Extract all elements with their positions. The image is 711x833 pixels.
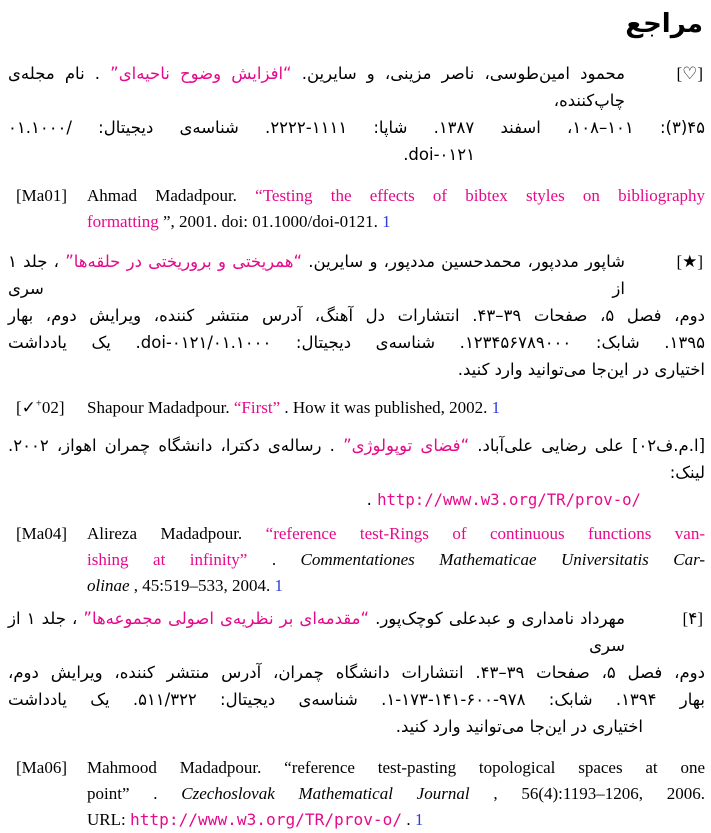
bib-line bbox=[8, 486, 705, 513]
bib-entry bbox=[8, 183, 705, 235]
text-segment: اختیاری در این‌جا می‌توانید وارد کنید. bbox=[395, 717, 643, 736]
bib-entry bbox=[8, 605, 705, 740]
text-segment: محمود امین‌طوسی، ناصر مزینی، و سایرین. bbox=[301, 64, 626, 83]
text-segment: ، جلد ۱ از سری bbox=[8, 252, 625, 298]
reference-title: “First” bbox=[233, 398, 281, 417]
bib-line bbox=[87, 209, 705, 235]
journal-name: olinae bbox=[87, 576, 130, 595]
page-title: مراجع bbox=[625, 9, 703, 39]
text-segment: اختیاری در این‌جا می‌توانید وارد کنید. bbox=[457, 360, 705, 379]
citation-label: [Ma06] bbox=[16, 758, 67, 777]
text-segment: . How it was published, 2002. bbox=[284, 398, 492, 417]
reference-title: “مقدمه‌ای بر نظریه‌ی اصولی مجموعه‌ها” bbox=[83, 609, 369, 628]
text-segment: Mahmood Madadpour. “reference test-pasting topological spaces at one bbox=[87, 758, 705, 777]
reference-title: “همریختی و بروریختی در حلقه‌ها” bbox=[65, 252, 303, 271]
bib-entry bbox=[8, 755, 705, 833]
citation-label: [۴] bbox=[682, 609, 703, 628]
journal-name: Commentationes Mathematicae Universitatis Car- bbox=[300, 550, 706, 569]
page-ref-link[interactable]: 1 bbox=[414, 810, 424, 829]
text-segment: Shapour Madadpour. bbox=[87, 398, 234, 417]
bib-entry-text bbox=[87, 183, 705, 235]
bib-line bbox=[8, 60, 705, 114]
text-segment: . رساله‌ی دکترا، دانشگاه چمران اهواز، ۲۰۰۲. لینک: bbox=[8, 436, 705, 482]
page-ref-link[interactable]: 1 bbox=[382, 212, 391, 231]
bib-line bbox=[87, 521, 705, 547]
bib-entry-text bbox=[8, 432, 705, 513]
text-segment: ۱۳۹۵. شابک: ۱۲۳۴۵۶۷۸۹۰۰۰. شناسه‌ی دیجیتال: ۰۱.۱۰۰۰/doi-۰۱۲۱. یک یادداشت bbox=[8, 333, 705, 352]
text-segment: ۴۵(۳): ۱۰۱–۱۰۸، اسفند ۱۳۸۷. شاپا: ۱۱۱۱-۲۲۲۲. شناسه‌ی دیجیتال: bbox=[98, 118, 705, 137]
url-link[interactable]: http://www.w3.org/TR/prov-o/ bbox=[129, 810, 403, 829]
text-segment: .doi-۰۱۲۱ bbox=[403, 145, 475, 164]
reference-title: “افزایش وضوح ناحیه‌ای” bbox=[110, 64, 292, 83]
text-segment: دوم، فصل ۵، صفحات ۳۹–۴۳. انتشارات دانشگاه چمران، آدرس منتشر کننده، ویرایش دوم، bbox=[8, 663, 705, 682]
citation-label heart-outline-icon: [♡] bbox=[676, 64, 703, 83]
journal-name: Czechoslovak Mathematical Journal bbox=[181, 784, 470, 803]
text-segment: , 56(4):1193–1206, 2006. bbox=[493, 784, 706, 803]
text-segment: . نام مجله‌ی چاپ‌کننده، bbox=[8, 64, 625, 110]
bib-line bbox=[8, 302, 705, 329]
citation-label: [Ma01] bbox=[16, 186, 67, 205]
text-segment: point” . bbox=[87, 784, 182, 803]
bib-line bbox=[87, 183, 705, 209]
bib-line bbox=[8, 686, 705, 713]
bib-line bbox=[8, 114, 705, 141]
bib-line bbox=[87, 395, 705, 421]
bib-entry-text bbox=[8, 605, 705, 740]
citation-label: [Ma04] bbox=[16, 524, 67, 543]
text-segment: ”, 2001. doi: 01.1000/doi-0121. bbox=[163, 212, 383, 231]
page-ref-link[interactable]: 1 bbox=[491, 398, 501, 417]
bib-line bbox=[87, 755, 705, 781]
text-segment: دوم، فصل ۵، صفحات ۳۹–۴۳. انتشارات دل آهنگ، آدرس منتشر کننده، ویرایش دوم، بهار bbox=[8, 306, 705, 325]
reference-title: “reference test-Rings of continuous functions van- bbox=[265, 524, 705, 543]
text-segment: . bbox=[406, 810, 415, 829]
bib-line bbox=[8, 605, 705, 659]
bib-line bbox=[87, 781, 705, 807]
bib-line bbox=[87, 807, 705, 833]
bib-entry bbox=[8, 521, 705, 599]
text-segment: . bbox=[271, 550, 301, 569]
bib-line bbox=[8, 141, 705, 168]
bib-line bbox=[8, 356, 705, 383]
citation-label star-icon: [★] bbox=[676, 252, 703, 271]
bib-entry bbox=[8, 395, 705, 421]
text-segment: مهرداد نامداری و عبدعلی کوچک‌پور. bbox=[375, 609, 625, 628]
bib-entry-text bbox=[8, 60, 705, 168]
text-segment: ، جلد ۱ از سری bbox=[8, 609, 625, 655]
citation-label: [✓+02] bbox=[16, 398, 65, 417]
bib-entry bbox=[8, 432, 705, 513]
bib-line bbox=[8, 432, 705, 486]
reference-title: ishing at infinity” bbox=[87, 550, 248, 569]
bib-entry-text bbox=[87, 521, 705, 599]
bib-line bbox=[8, 329, 705, 356]
bib-entry-text bbox=[87, 395, 705, 421]
page-ref-link[interactable]: 1 bbox=[274, 576, 283, 595]
url-link[interactable]: http://www.w3.org/TR/prov-o/ bbox=[377, 490, 641, 509]
text-segment: ۰۱.۱۰۰۰/ bbox=[8, 118, 72, 137]
text-segment: شاپور مددپور، محمدحسین مددپور، و سایرین. bbox=[308, 252, 625, 271]
bib-entry-text bbox=[8, 248, 705, 383]
bib-line bbox=[8, 713, 705, 740]
reference-title: “Testing the effects of bibtex styles on bibliography bbox=[255, 186, 705, 205]
bib-line bbox=[8, 659, 705, 686]
text-segment: [ا.م.ف۰۲] bbox=[632, 436, 706, 455]
text-segment: Ahmad Madadpour. bbox=[87, 186, 256, 205]
bib-line bbox=[87, 573, 705, 599]
bib-entry bbox=[8, 60, 705, 168]
text-segment: , 45:519–533, 2004. bbox=[133, 576, 275, 595]
reference-title: formatting bbox=[87, 212, 159, 231]
bib-entry bbox=[8, 248, 705, 383]
text-segment: بهار ۱۳۹۴. شابک: ۹۷۸-۶۰۰-۱۴۱-۱۷۳-۱. شناسه‌ی دیجیتال: ۵۱۱/۳۲۲. یک یادداشت bbox=[8, 690, 705, 709]
reference-list bbox=[8, 60, 705, 833]
text-segment: Alireza Madadpour. bbox=[87, 524, 266, 543]
bib-entry-text bbox=[87, 755, 705, 833]
bib-line bbox=[8, 248, 705, 302]
text-segment: . bbox=[366, 490, 372, 509]
text-segment: علی رضایی علی‌آباد. bbox=[477, 436, 624, 455]
text-segment: URL: bbox=[87, 810, 130, 829]
reference-title: “فضای توپولوژی” bbox=[343, 436, 470, 455]
bib-line bbox=[87, 547, 705, 573]
